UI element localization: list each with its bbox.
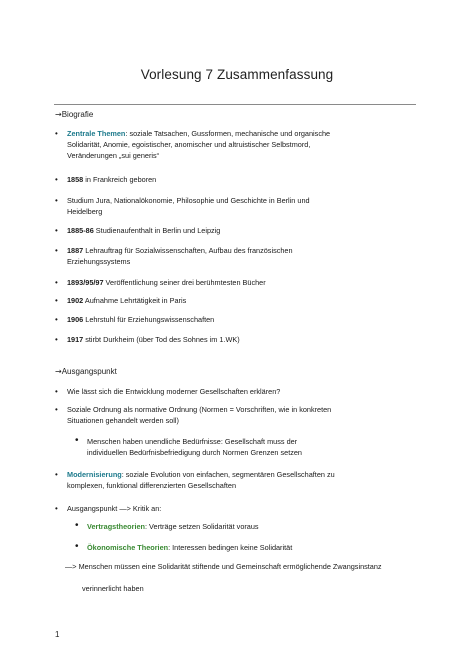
bullet-icon: • <box>55 405 58 414</box>
item-text: Lehrauftrag für Sozialwissenschaften, Aufbau des französischen <box>83 246 293 255</box>
item-text: individuellen Bedürfnisbefriedigung durch Normen Grenzen setzen <box>87 447 302 457</box>
item-text: Soziale Ordnung als normative Ordnung (Normen = Vorschriften, wie in konkreten <box>67 405 332 414</box>
term-label: Ökonomische Theorien <box>87 543 169 552</box>
item-text: Erziehungssystems <box>67 256 131 266</box>
year-label: 1906 <box>67 315 84 324</box>
item-text: Ausgangspunkt —> Kritik an: <box>67 504 162 513</box>
bullet-icon: • <box>55 335 58 344</box>
item-text: : Verträge setzen Solidarität voraus <box>145 522 259 531</box>
year-label: 1917 <box>67 335 84 344</box>
item-text: Solidarität, Anomie, egoistischer, anomischer und altruistischer Selbstmord, <box>67 139 311 149</box>
term-label: Vertragstheorien <box>87 522 145 531</box>
item-text: komplexen, funktional differenzierten Gesellschaften <box>67 480 237 490</box>
item-text: Wie lässt sich die Entwicklung moderner Gesellschaften erklären? <box>67 387 281 396</box>
section-heading-ausgangspunkt <box>55 367 117 376</box>
year-label: 1893/95/97 <box>67 278 104 287</box>
section-heading-text: Biografie <box>61 110 94 119</box>
section-heading-biografie <box>55 110 93 119</box>
bullet-icon: • <box>55 470 58 479</box>
bullet-icon: • <box>75 541 79 552</box>
arrow-icon: → <box>55 367 62 376</box>
term-label: Modernisierung <box>67 470 122 479</box>
item-text: Aufnahme Lehrtätigkeit in Paris <box>83 296 187 305</box>
item-text: Veröffentlichung seiner drei berühmtesten Bücher <box>103 278 266 287</box>
item-text: Veränderungen „sui generis“ <box>67 150 160 160</box>
bullet-icon: • <box>55 296 58 305</box>
bullet-icon: • <box>55 504 58 513</box>
bullet-icon: • <box>55 175 58 184</box>
item-text: : Interessen bedingen keine Solidarität <box>168 543 293 552</box>
item-text: : soziale Tatsachen, Gussformen, mechanische und organische <box>125 129 331 138</box>
item-text: Studienaufenthalt in Berlin und Leipzig <box>93 226 221 235</box>
year-label: 1902 <box>67 296 84 305</box>
bullet-icon: • <box>75 435 79 446</box>
page-title: Vorlesung 7 Zusammenfassung <box>140 67 334 82</box>
bullet-icon: • <box>55 129 58 138</box>
arrow-icon: → <box>55 110 62 119</box>
bullet-icon: • <box>75 520 79 531</box>
item-text: stirbt Durkheim (über Tod des Sohnes im 1.WK) <box>83 335 240 344</box>
bullet-icon: • <box>55 278 58 287</box>
bullet-icon: • <box>55 246 58 255</box>
page-number: 1 <box>55 630 60 639</box>
item-text: Menschen haben unendliche Bedürfnisse: Gesellschaft muss der <box>87 437 298 446</box>
term-label: Zentrale Themen <box>67 129 126 138</box>
year-label: 1885-86 <box>67 226 94 235</box>
conclusion-line: verinnerlicht haben <box>82 584 144 593</box>
item-text: Heidelberg <box>67 206 103 216</box>
item-text: Lehrstuhl für Erziehungswissenschaften <box>83 315 215 324</box>
section-heading-text: Ausgangspunkt <box>61 367 117 376</box>
bullet-icon: • <box>55 226 58 235</box>
bullet-icon: • <box>55 196 58 205</box>
bullet-icon: • <box>55 315 58 324</box>
item-text: : soziale Evolution von einfachen, segmentären Gesellschaften zu <box>121 470 335 479</box>
item-text: Situationen gehandelt werden soll) <box>67 415 179 425</box>
title-rule <box>54 104 416 105</box>
year-label: 1858 <box>67 175 84 184</box>
bullet-icon: • <box>55 387 58 396</box>
item-text: Studium Jura, Nationalökonomie, Philosophie und Geschichte in Berlin und <box>67 196 310 205</box>
item-text: in Frankreich geboren <box>83 175 157 184</box>
year-label: 1887 <box>67 246 84 255</box>
conclusion-line: —> Menschen müssen eine Solidarität stiftende und Gemeinschaft ermögliche​nde Zwangsinstanz <box>65 562 382 571</box>
